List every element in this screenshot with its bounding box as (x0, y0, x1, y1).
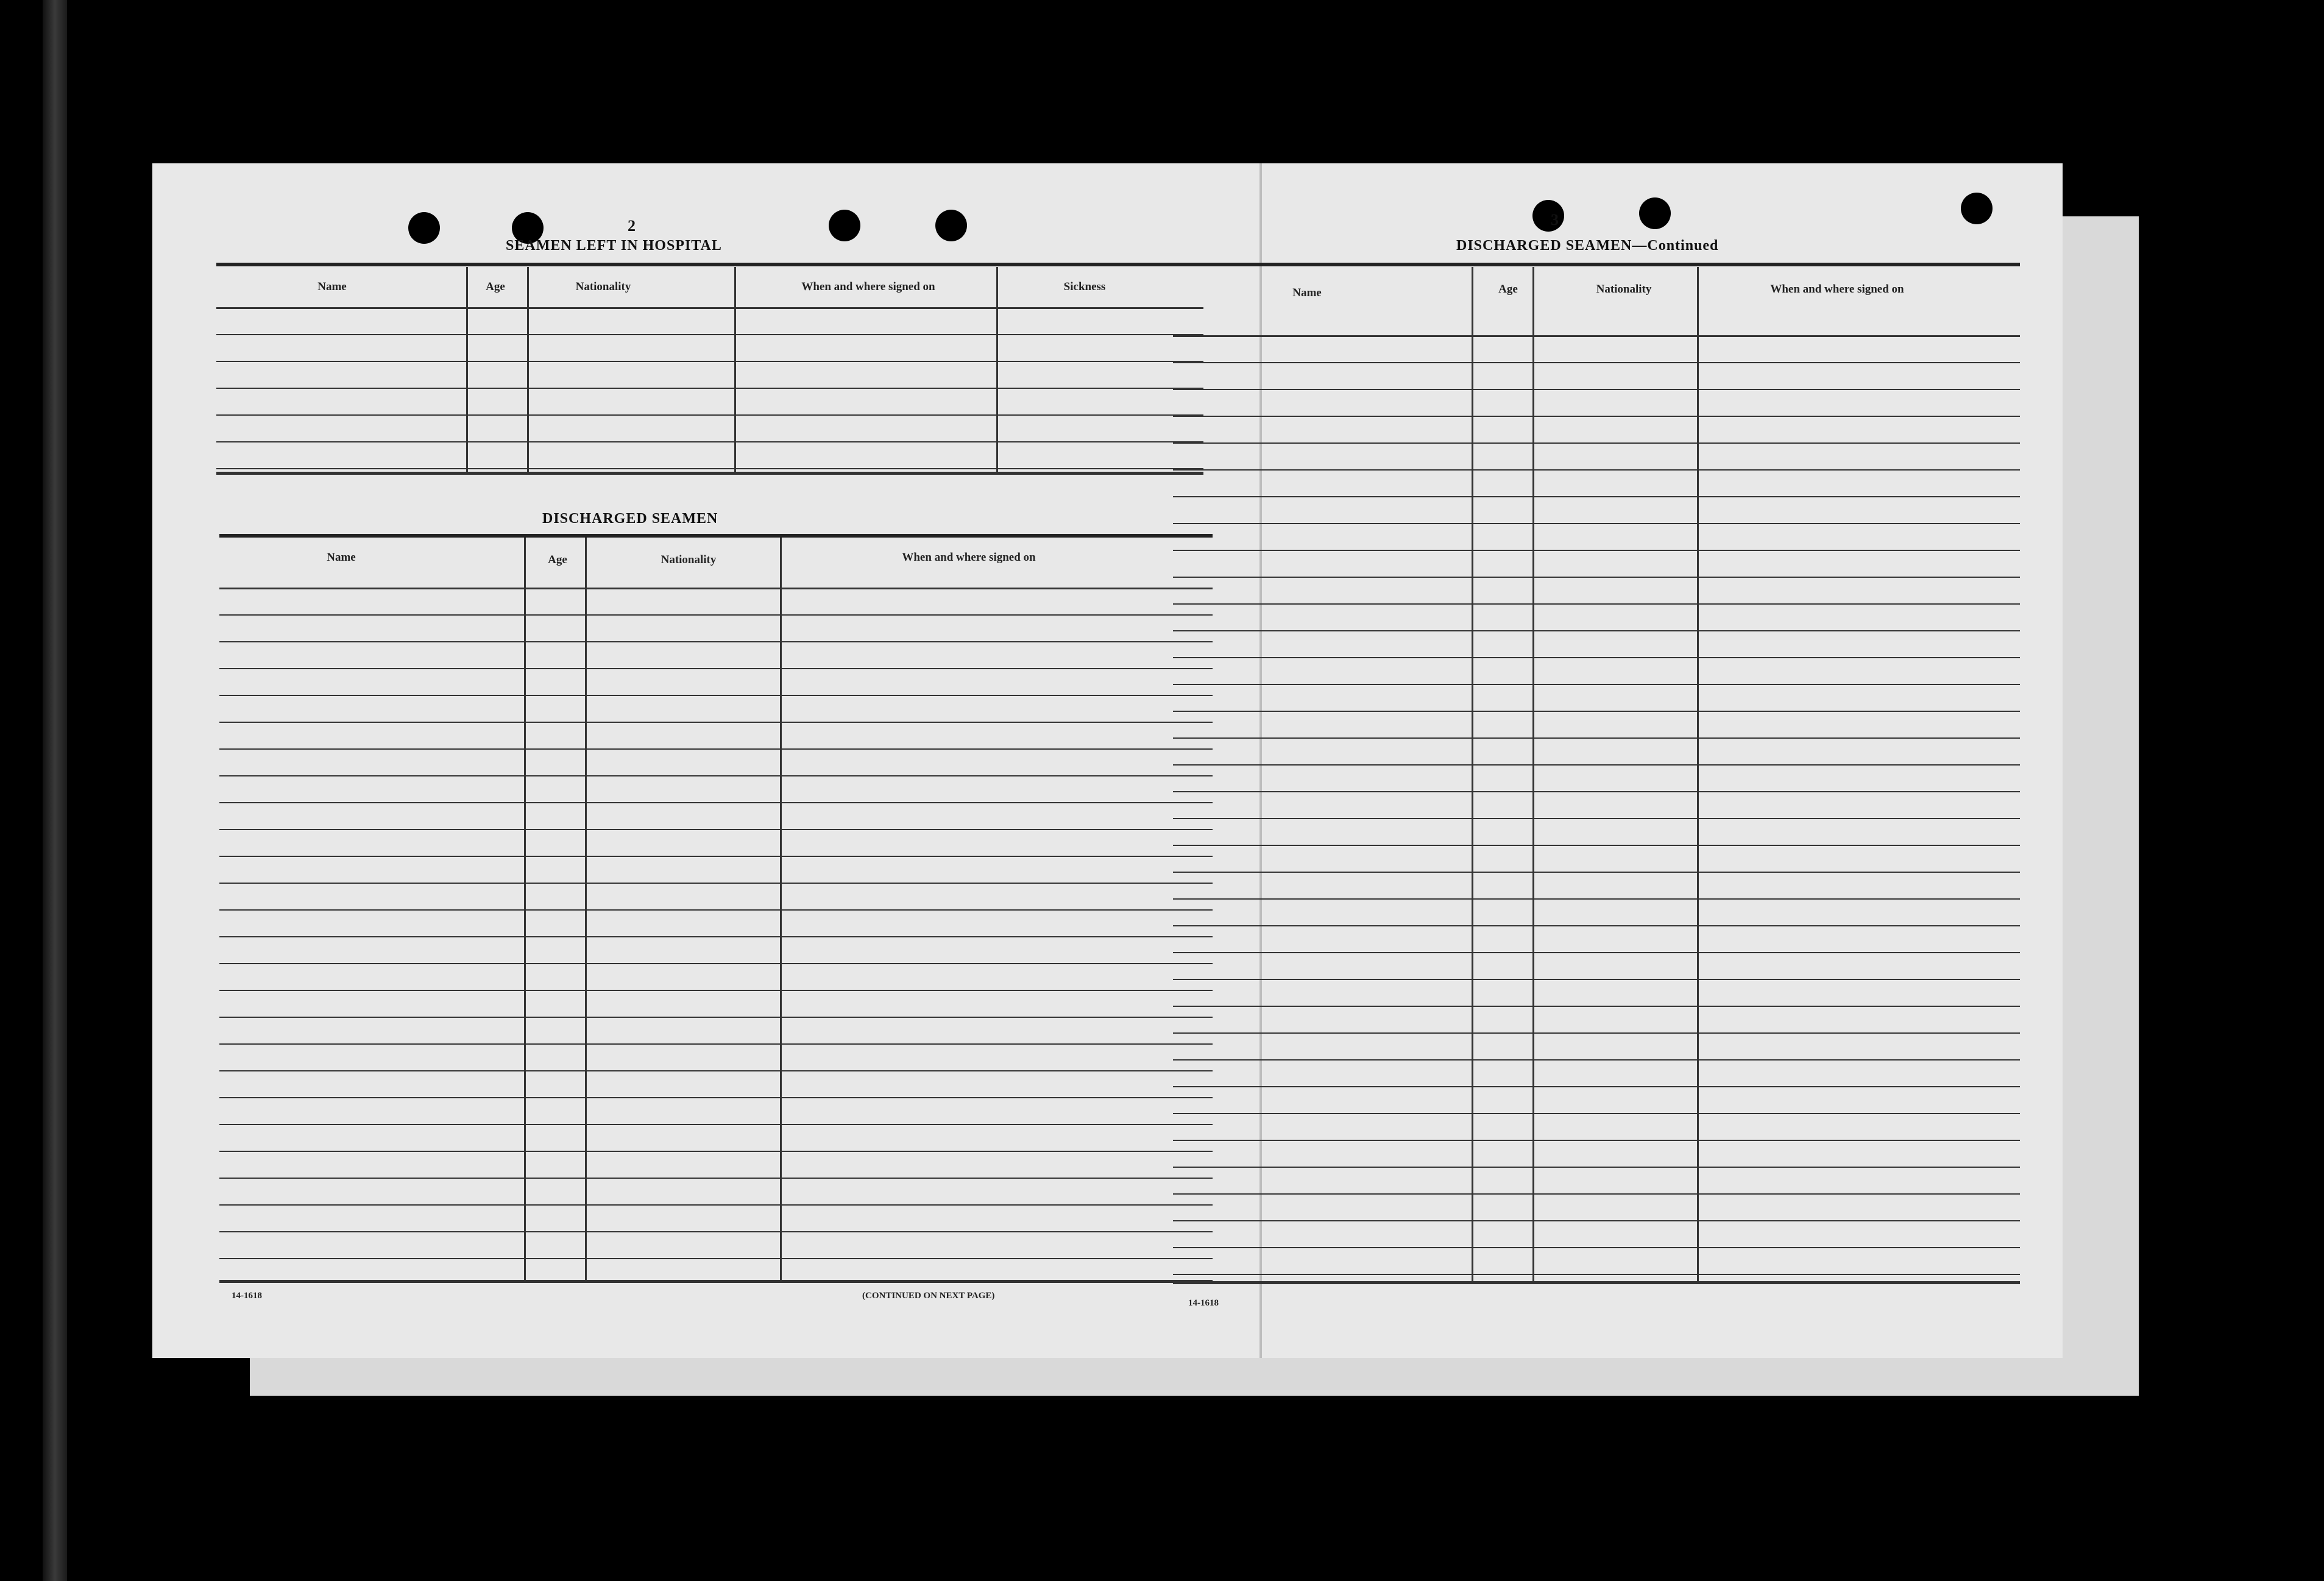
row-line (1173, 550, 2020, 551)
punch-hole (408, 212, 440, 244)
row-line (1173, 845, 2020, 846)
row-line (219, 775, 1213, 776)
column-divider (1532, 267, 1534, 1284)
row-line (219, 695, 1213, 696)
col-header-signed-on: When and where signed on (1770, 283, 1904, 296)
row-line (219, 1204, 1213, 1206)
header-divider (219, 588, 1213, 589)
col-header-signed-on: When and where signed on (801, 280, 935, 293)
col-header-name: Name (1292, 286, 1322, 299)
row-line (219, 1231, 1213, 1232)
form-number-right: 14-1618 (1188, 1298, 1219, 1308)
row-line (1173, 952, 2020, 953)
row-line (219, 641, 1213, 642)
row-line (1173, 1193, 2020, 1195)
row-line (219, 883, 1213, 884)
row-line (1173, 1167, 2020, 1168)
bottom-rule (219, 1280, 1213, 1283)
column-divider (734, 267, 736, 474)
col-header-sickness: Sickness (1063, 280, 1106, 293)
row-line (1173, 979, 2020, 980)
bottom-rule (216, 472, 1203, 475)
row-line (219, 936, 1213, 937)
discharged-continued-table (1173, 267, 2020, 1284)
row-line (1173, 818, 2020, 819)
row-line (219, 909, 1213, 911)
row-line (1173, 389, 2020, 390)
row-line (219, 1017, 1213, 1018)
row-line (219, 1070, 1213, 1071)
row-line (216, 334, 1203, 335)
row-line (1173, 1032, 2020, 1034)
header-divider (1173, 335, 2020, 337)
form-number-left: 14-1618 (232, 1291, 262, 1301)
col-header-name: Name (327, 551, 356, 564)
film-edge (43, 0, 67, 1581)
punch-hole (1961, 193, 1993, 224)
discharged-title: DISCHARGED SEAMEN (542, 511, 718, 527)
row-line (219, 668, 1213, 669)
col-header-nationality: Nationality (575, 280, 631, 293)
row-line (1173, 1113, 2020, 1114)
column-divider (466, 267, 468, 474)
header-divider (216, 307, 1203, 309)
row-line (219, 802, 1213, 803)
column-divider (1472, 267, 1473, 1284)
row-line (216, 468, 1203, 469)
row-line (1173, 684, 2020, 685)
row-line (1173, 362, 2020, 363)
punch-hole (1639, 197, 1671, 229)
row-line (216, 441, 1203, 442)
row-line (219, 963, 1213, 964)
punch-hole (1532, 200, 1564, 232)
row-line (1173, 791, 2020, 792)
row-line (1173, 442, 2020, 444)
row-line (1173, 523, 2020, 524)
row-line (1173, 1140, 2020, 1141)
row-line (219, 1043, 1213, 1045)
row-line (1173, 416, 2020, 417)
column-divider (524, 538, 526, 1282)
row-line (1173, 577, 2020, 578)
row-line (1173, 603, 2020, 605)
row-line (1173, 1006, 2020, 1007)
row-line (1173, 1274, 2020, 1275)
col-header-age: Age (486, 280, 505, 293)
col-header-age: Age (1498, 283, 1518, 296)
hospital-title: SEAMEN LEFT IN HOSPITAL (506, 238, 722, 254)
hospital-table (216, 267, 1203, 474)
col-header-name: Name (317, 280, 347, 293)
column-divider (1697, 267, 1699, 1284)
row-line (219, 829, 1213, 830)
row-line (1173, 925, 2020, 926)
row-line (219, 1178, 1213, 1179)
col-header-nationality: Nationality (1596, 283, 1652, 296)
continued-note: (CONTINUED ON NEXT PAGE) (862, 1291, 995, 1301)
row-line (1173, 711, 2020, 712)
row-line (219, 990, 1213, 991)
bottom-rule (1173, 1281, 2020, 1284)
column-divider (527, 267, 529, 474)
row-line (1173, 872, 2020, 873)
row-line (219, 722, 1213, 723)
column-divider (585, 538, 587, 1282)
column-divider (996, 267, 998, 474)
col-header-signed-on: When and where signed on (902, 551, 1036, 564)
row-line (1173, 630, 2020, 631)
col-header-age: Age (548, 553, 567, 566)
row-line (1173, 737, 2020, 739)
row-line (216, 388, 1203, 389)
row-line (1173, 469, 2020, 471)
row-line (1173, 496, 2020, 497)
page-number-left: 2 (628, 217, 636, 235)
column-divider (780, 538, 782, 1282)
row-line (1173, 657, 2020, 658)
row-line (219, 1124, 1213, 1125)
row-line (216, 414, 1203, 416)
col-header-nationality: Nationality (661, 553, 717, 566)
discharged-continued-title: DISCHARGED SEAMEN—Continued (1456, 238, 1719, 254)
row-line (216, 361, 1203, 362)
discharged-table (219, 538, 1213, 1282)
page-number-right: 3 (1551, 211, 1559, 229)
continued-top-rule (1173, 263, 2020, 266)
row-line (219, 1258, 1213, 1259)
row-line (219, 614, 1213, 616)
row-line (219, 856, 1213, 857)
row-line (1173, 1086, 2020, 1087)
row-line (1173, 1220, 2020, 1221)
row-line (1173, 764, 2020, 766)
row-line (219, 748, 1213, 750)
hospital-top-rule (216, 263, 1203, 266)
row-line (219, 1097, 1213, 1098)
row-line (1173, 1247, 2020, 1248)
punch-hole (829, 210, 860, 241)
row-line (219, 1151, 1213, 1152)
form-sheet (152, 163, 2063, 1358)
row-line (1173, 1059, 2020, 1061)
row-line (1173, 898, 2020, 900)
punch-hole (935, 210, 967, 241)
